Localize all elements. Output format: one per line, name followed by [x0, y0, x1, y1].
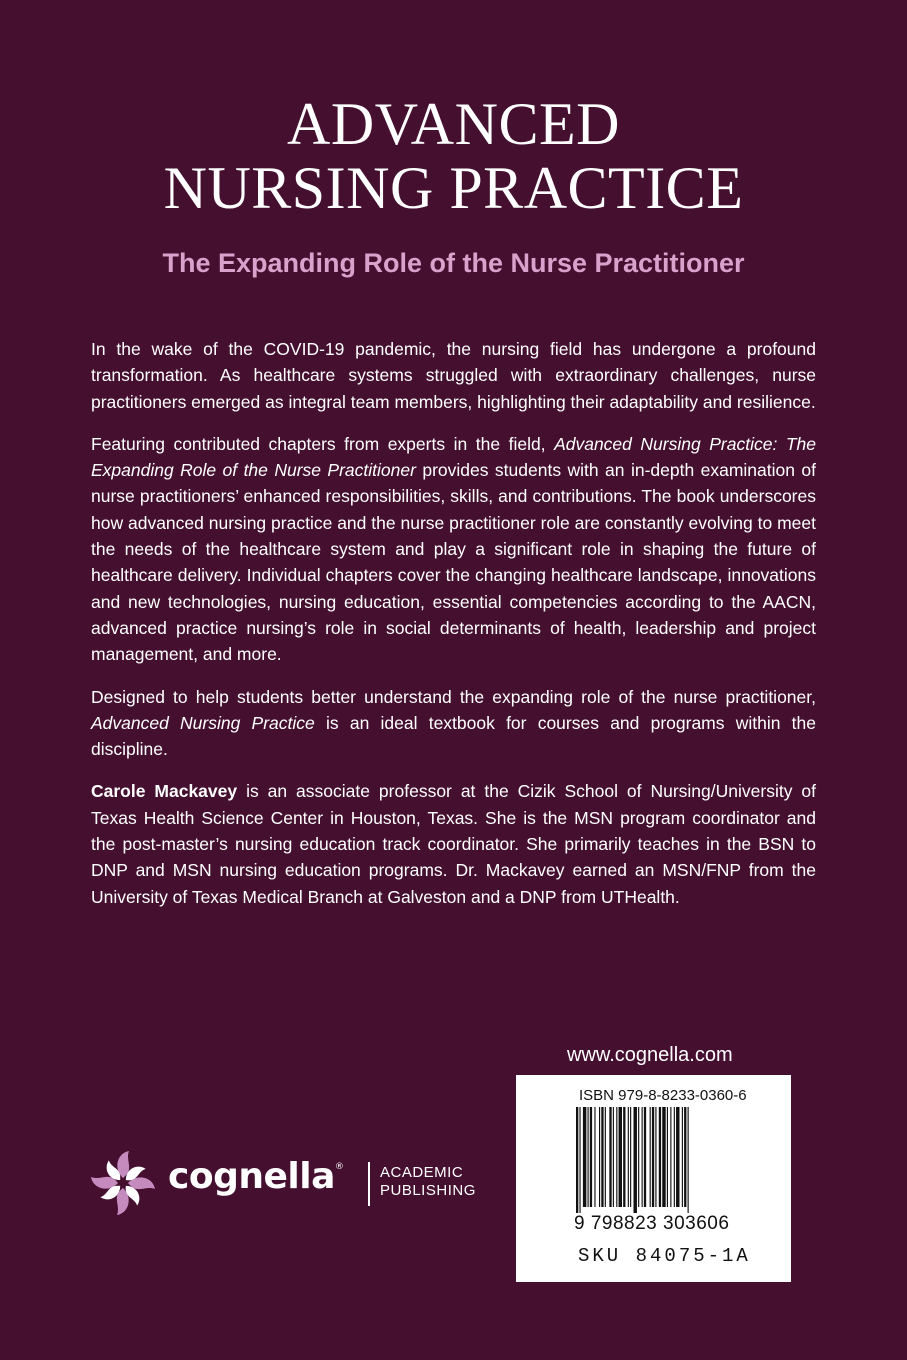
- description-paragraph-2: [91, 431, 816, 668]
- book-subtitle: The Expanding Role of the Nurse Practitioner: [162, 248, 745, 278]
- academic-line-1: ACADEMIC: [380, 1164, 464, 1181]
- flower-petal-icon: [88, 1148, 158, 1218]
- barcode-icon: [576, 1107, 730, 1213]
- wordmark-text: cognella: [168, 1156, 335, 1197]
- publisher-website[interactable]: www.cognella.com: [567, 1044, 733, 1066]
- description-paragraph-3: [91, 684, 816, 763]
- book-title: [0, 92, 907, 220]
- academic-line-2: PUBLISHING: [380, 1182, 476, 1199]
- p3-text-before: Designed to help students better understand the expanding role of the nurse practitioner,: [91, 686, 816, 707]
- title-line-2: NURSING PRACTICE: [163, 155, 744, 221]
- p3-text-after: is an ideal textbook for courses and programs within the discipline.: [91, 712, 817, 760]
- description-paragraph-1: In the wake of the COVID-19 pandemic, the nursing field has undergone a profound transformation. As healthcare systems struggled with extraordinary challenges, nurse practitioners emerged as integral team members, highlighting their adaptability and resilience.: [91, 339, 816, 412]
- author-bio: [91, 778, 816, 909]
- p3-book-title: Advanced Nursing Practice: [91, 712, 315, 733]
- p2-book-title: Advanced Nursing Practice: The Expanding Role of the Nurse Practitioner: [91, 433, 816, 481]
- p2-text-after: provides students with an in-depth examination of nurse practitioners’ enhanced responsibilities, skills, and contributions. The book underscores how advanced nursing practice and the nurse practitioner role are constantly evolving to meet the needs of the healthcare system and play a significant role in shaping the future of healthcare delivery. Individual chapters cover the changing healthcare landscape, innovations and new technologies, nursing education, essential competencies according to the AACN, advanced practice nursing’s role in social determinants of health, leadership and project management, and more.: [91, 460, 816, 665]
- p2-text-before: Featuring contributed chapters from experts in the field,: [91, 433, 555, 454]
- barcode-box: [516, 1075, 791, 1282]
- title-line-1: ADVANCED: [287, 91, 620, 157]
- isbn-label: ISBN 979-8-8233-0360-6: [579, 1087, 747, 1104]
- author-name: Carole Mackavey: [91, 781, 238, 802]
- sku-label: SKU 84075-1A: [578, 1245, 751, 1267]
- logo-divider: [368, 1162, 370, 1206]
- academic-publishing-label: [380, 1164, 476, 1200]
- back-cover-description: [91, 336, 816, 910]
- registered-mark: ®: [334, 1162, 344, 1172]
- author-bio-text: is an associate professor at the Cizik School of Nursing/University of Texas Health Science Center in Houston, Texas. She is the MSN program coordinator and the post-master’s nursing education track coordinator. She primarily teaches in the BSN to DNP and MSN nursing education programs. Dr. Mackavey earned an MSN/FNP from the University of Texas Medical Branch at Galveston and a DNP from UTHealth.: [91, 781, 816, 907]
- barcode-digits: 9 798823 303606: [574, 1213, 730, 1234]
- publisher-wordmark: [168, 1156, 343, 1197]
